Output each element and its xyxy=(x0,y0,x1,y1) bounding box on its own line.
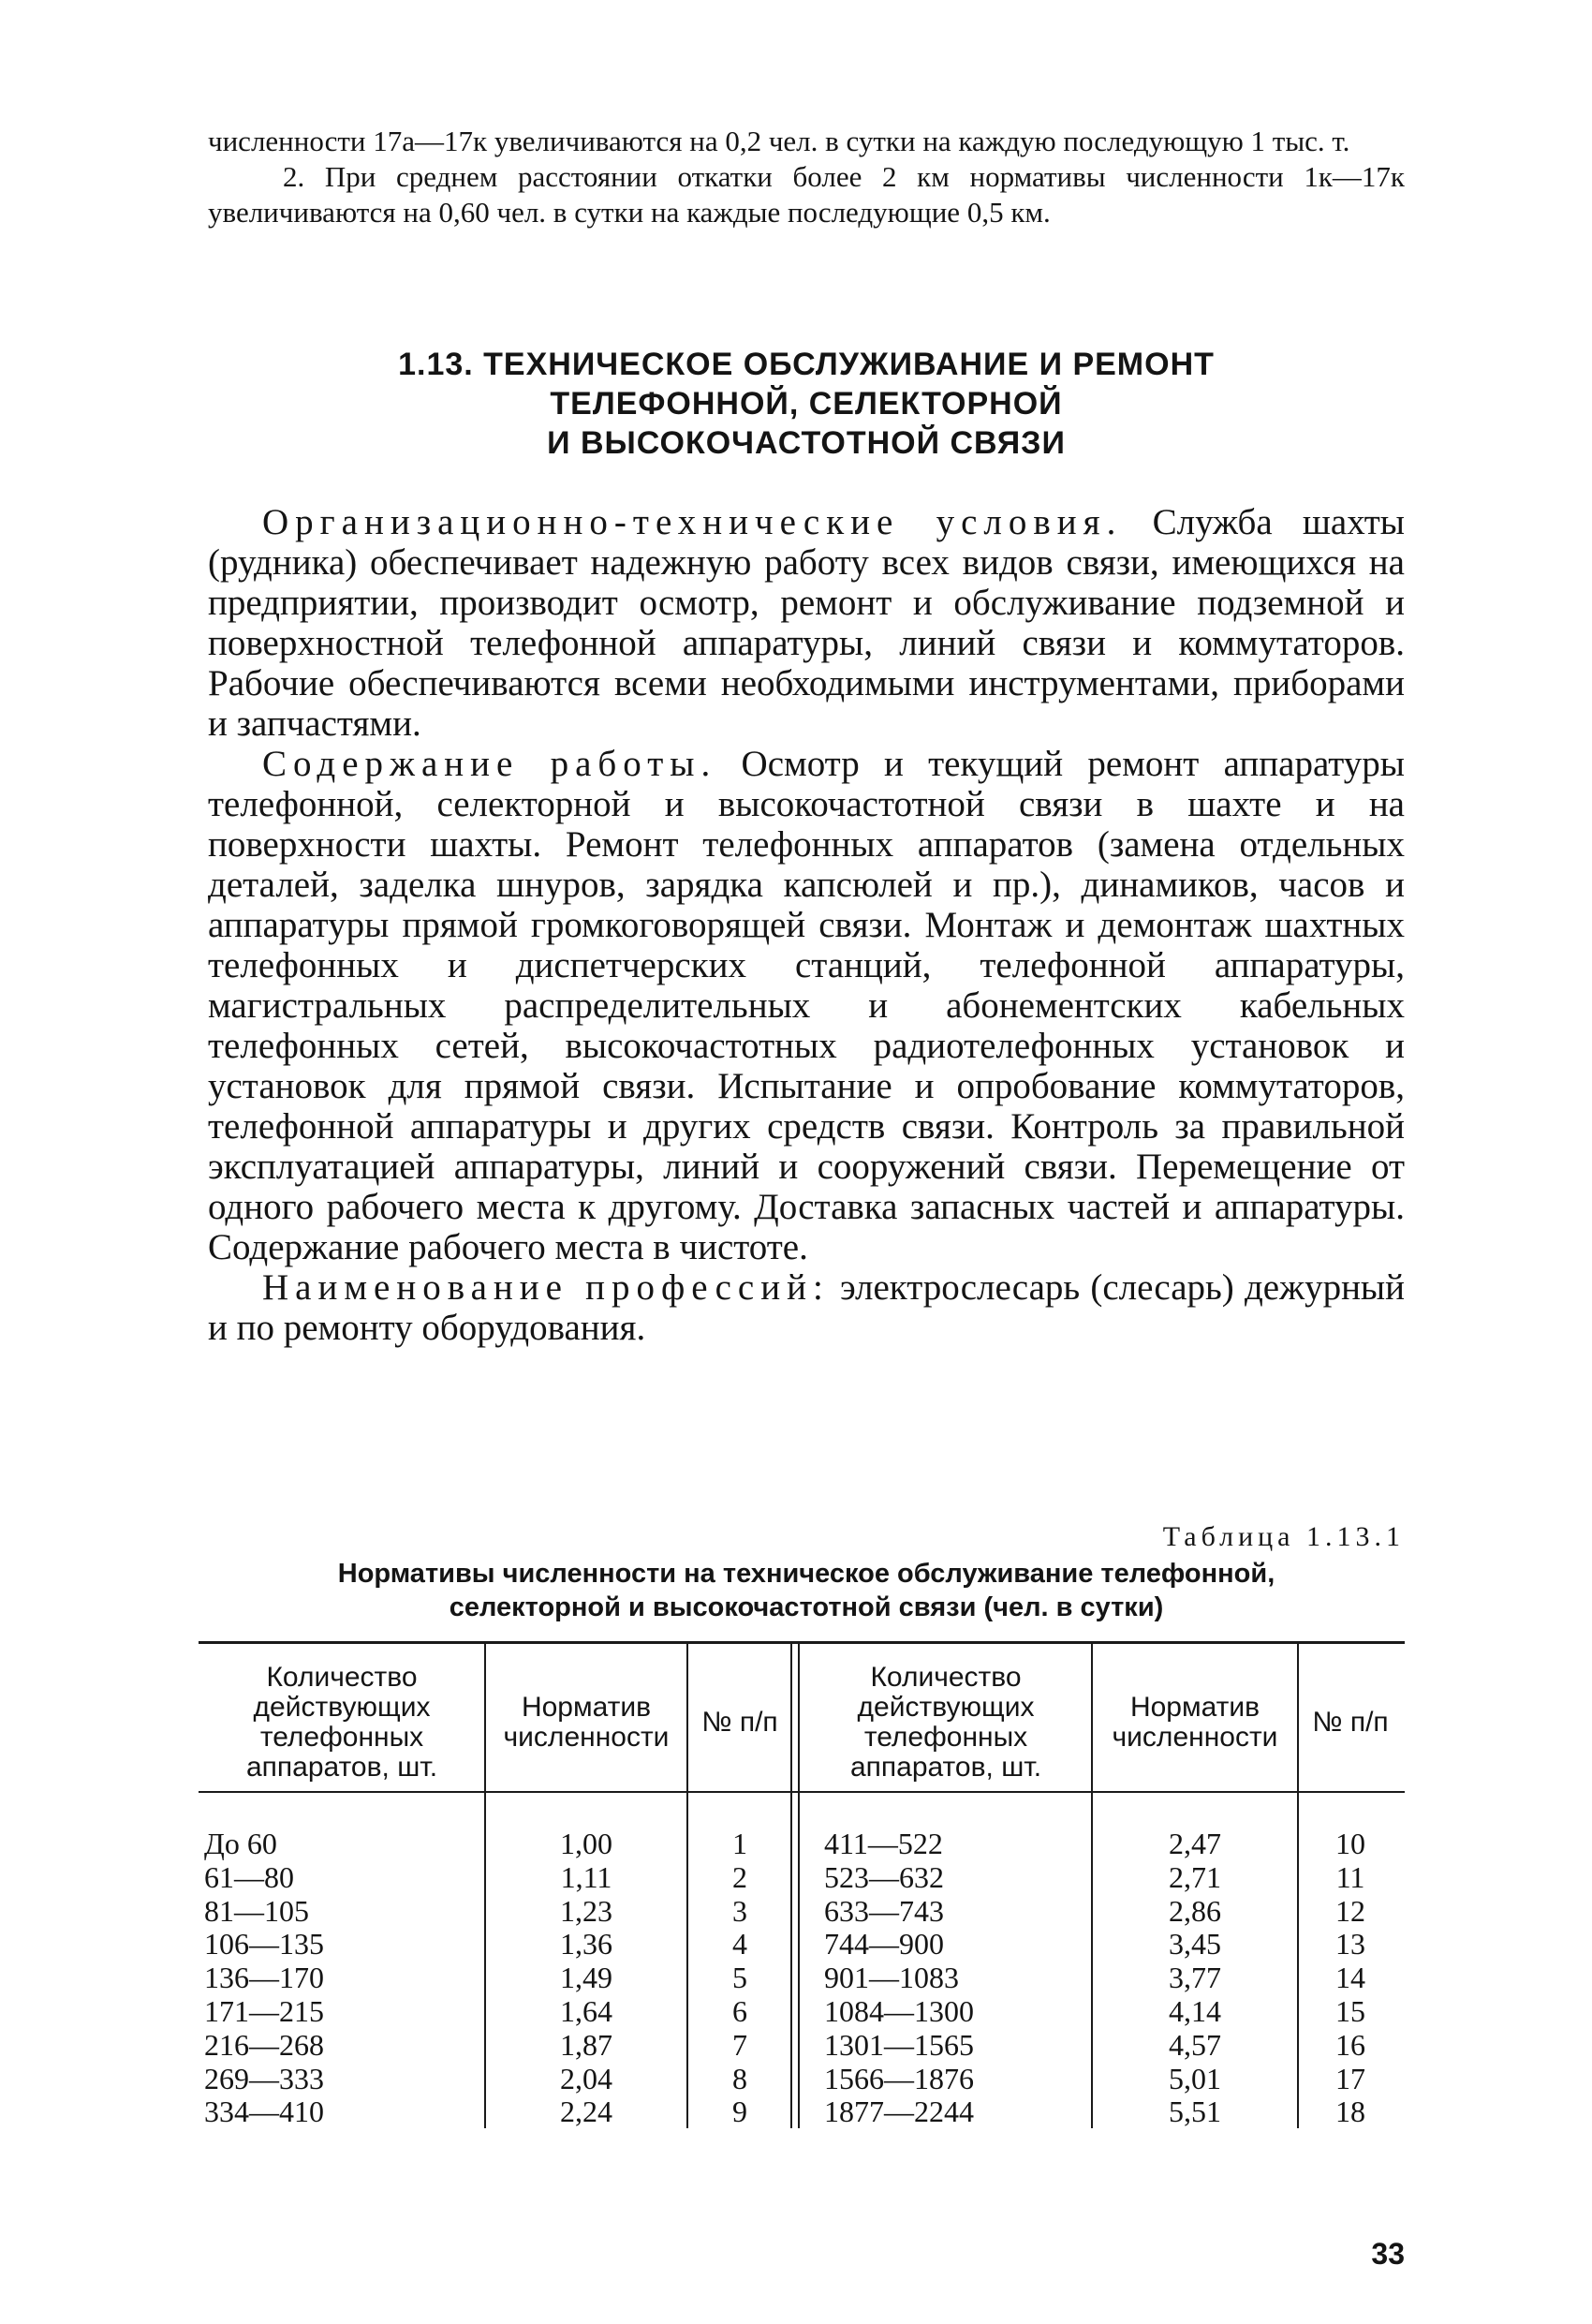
section-title-line-1: 1.13. ТЕХНИЧЕСКОЕ ОБСЛУЖИВАНИЕ И РЕМОНТ xyxy=(398,347,1215,382)
table-cell-count: 1566—1876 xyxy=(824,2061,974,2095)
table-cell-num: 16 xyxy=(1335,2027,1365,2062)
professions-paragraph xyxy=(208,1267,1405,1348)
table-title-line-1: Нормативы численности на техническое обслуживание телефонной, xyxy=(337,1559,1275,1589)
table-cell-num: 5 xyxy=(732,1961,747,1995)
section-title-line-2: ТЕЛЕФОННОЙ, СЕЛЕКТОРНОЙ xyxy=(550,386,1063,422)
work-content-paragraph xyxy=(208,744,1405,1267)
table-cell-num: 8 xyxy=(732,2061,747,2095)
table-cell-count: 901—1083 xyxy=(824,1961,959,1995)
table-cell-count: 1084—1300 xyxy=(824,1994,974,2028)
table-cell-count: 136—170 xyxy=(204,1961,324,1995)
page-number: 33 xyxy=(1371,2237,1405,2271)
header-num-left: № п/п xyxy=(701,1707,778,1738)
intro-note-2: 2. При среднем расстоянии откатки более 2 км нормативы численности 1к—17к увеличиваются на 0,60 чел. в сутки на каждые последующие 0,5 км. xyxy=(208,160,1405,229)
table-cell-norm: 1,36 xyxy=(560,1927,612,1961)
table-cell-num: 13 xyxy=(1335,1927,1365,1961)
table-cell-norm: 2,47 xyxy=(1169,1827,1221,1860)
header-norm-right: Норматив численности xyxy=(1112,1692,1278,1753)
header-norm-left: Норматив численности xyxy=(503,1692,670,1753)
table-title-line-2: селекторной и высокочастотной связи (чел. в сутки) xyxy=(449,1592,1164,1622)
header-count-right: Количество действующих телефонных аппаратов, шт. xyxy=(849,1662,1042,1783)
table-cell-norm: 2,86 xyxy=(1169,1893,1221,1928)
table-cell-num: 9 xyxy=(732,2095,747,2129)
table-cell-norm: 2,24 xyxy=(560,2095,612,2129)
professions-text: электрослесарь (слесарь) дежурный и по ремонту оборудования. xyxy=(208,1267,1406,1348)
table-caption: Таблица 1.13.1 xyxy=(1162,1521,1405,1552)
table-header-rule xyxy=(199,1791,1405,1793)
table-cell-num: 17 xyxy=(1335,2061,1365,2095)
table-cell-count: 81—105 xyxy=(204,1893,309,1928)
intro-note-1: численности 17а—17к увеличиваются на 0,2 чел. в сутки на каждую последующую 1 тыс. т. xyxy=(208,125,1350,157)
table-cell-norm: 1,87 xyxy=(560,2027,612,2062)
table-cell-count: 61—80 xyxy=(204,1859,294,1894)
org-conditions-label: Организационно-технические условия. xyxy=(262,502,1123,542)
table-cell-num: 12 xyxy=(1335,1893,1365,1928)
org-conditions-paragraph xyxy=(208,502,1405,744)
table-double-divider-b xyxy=(798,1641,800,2128)
table-cell-norm: 5,01 xyxy=(1169,2061,1221,2095)
table-cell-norm: 1,64 xyxy=(560,1994,612,2028)
table-cell-num: 6 xyxy=(732,1994,747,2028)
header-num-right: № п/п xyxy=(1312,1707,1389,1738)
table-cell-norm: 4,57 xyxy=(1169,2027,1221,2062)
table-cell-count: 216—268 xyxy=(204,2027,324,2062)
table-cell-norm: 5,51 xyxy=(1169,2095,1221,2129)
table-cell-count: 633—743 xyxy=(824,1893,944,1928)
table-divider-2 xyxy=(686,1641,688,2128)
table-top-rule xyxy=(199,1641,1405,1644)
table-cell-count: До 60 xyxy=(204,1827,277,1860)
table-cell-num: 3 xyxy=(732,1893,747,1928)
table-cell-norm: 1,23 xyxy=(560,1893,612,1928)
table-cell-num: 14 xyxy=(1335,1961,1365,1995)
table-cell-count: 744—900 xyxy=(824,1927,944,1961)
professions-label: Наименование профессий: xyxy=(262,1267,830,1308)
table-cell-count: 269—333 xyxy=(204,2061,324,2095)
table-cell-count: 171—215 xyxy=(204,1994,324,2028)
section-heading xyxy=(208,345,1405,463)
header-count-left: Количество действующих телефонных аппаратов, шт. xyxy=(245,1662,438,1783)
table-cell-norm: 2,04 xyxy=(560,2061,612,2095)
table-cell-norm: 3,45 xyxy=(1169,1927,1221,1961)
table-cell-count: 523—632 xyxy=(824,1859,944,1894)
table-cell-norm: 1,00 xyxy=(560,1827,612,1860)
table-double-divider-a xyxy=(790,1641,792,2128)
table-cell-count: 1301—1565 xyxy=(824,2027,974,2062)
table-cell-num: 10 xyxy=(1335,1827,1365,1860)
table-divider-1 xyxy=(484,1641,486,2128)
intro-notes xyxy=(208,124,1405,230)
table-cell-norm: 1,49 xyxy=(560,1961,612,1995)
table-cell-num: 2 xyxy=(732,1859,747,1894)
section-title-line-3: И ВЫСОКОЧАСТОТНОЙ СВЯЗИ xyxy=(547,425,1066,461)
work-content-label: Содержание работы. xyxy=(262,744,717,784)
table-cell-count: 106—135 xyxy=(204,1927,324,1961)
table-cell-norm: 2,71 xyxy=(1169,1859,1221,1894)
table-divider-3 xyxy=(1091,1641,1093,2128)
table-cell-num: 4 xyxy=(732,1927,747,1961)
table-cell-count: 1877—2244 xyxy=(824,2095,974,2129)
org-conditions-text: Служба шахты (рудника) обеспечивает надежную работу всех видов связи, имеющихся на предприятии, производит осмотр, ремонт и обслуживание подземной и поверхностной телефонной аппаратуры, линий связи и коммутаторов. Рабочие обеспечиваются всеми необходимыми инструментами, приборами и запчастями. xyxy=(208,502,1406,744)
section-body xyxy=(208,502,1405,1348)
table-divider-4 xyxy=(1297,1641,1299,2128)
table-cell-count: 334—410 xyxy=(204,2095,324,2129)
table-cell-count: 411—522 xyxy=(824,1827,943,1860)
table-title xyxy=(208,1557,1405,1624)
table-cell-num: 7 xyxy=(732,2027,747,2062)
table-cell-num: 15 xyxy=(1335,1994,1365,2028)
table-cell-num: 1 xyxy=(732,1827,747,1860)
table-cell-num: 11 xyxy=(1335,1859,1365,1894)
table-cell-norm: 3,77 xyxy=(1169,1961,1221,1995)
table-cell-num: 18 xyxy=(1335,2095,1365,2129)
work-content-text: Осмотр и текущий ремонт аппаратуры телефонной, селекторной и высокочастотной связи в шахте и на поверхности шахты. Ремонт телефонных аппаратов (замена отдельных деталей, заделка шнуров, зарядка капсюлей и пр.), динамиков, часов и аппаратуры прямой громкоговорящей связи. Монтаж и демонтаж шахтных телефонных и диспетчерских станций, телефонной аппаратуры, магистральных распределительных и абонементских кабельных телефонных сетей, высокочастотных радиотелефонных установок и установок для прямой связи. Испытание и опробование коммутаторов, телефонной аппаратуры и других средств связи. Контроль за правильной эксплуатацией аппаратуры, линий и сооружений связи. Перемещение от одного рабочего места к другому. Доставка запасных частей и аппаратуры. Содержание рабочего места в чистоте. xyxy=(208,744,1405,1267)
table-cell-norm: 4,14 xyxy=(1169,1994,1221,2028)
table-cell-norm: 1,11 xyxy=(560,1859,612,1894)
